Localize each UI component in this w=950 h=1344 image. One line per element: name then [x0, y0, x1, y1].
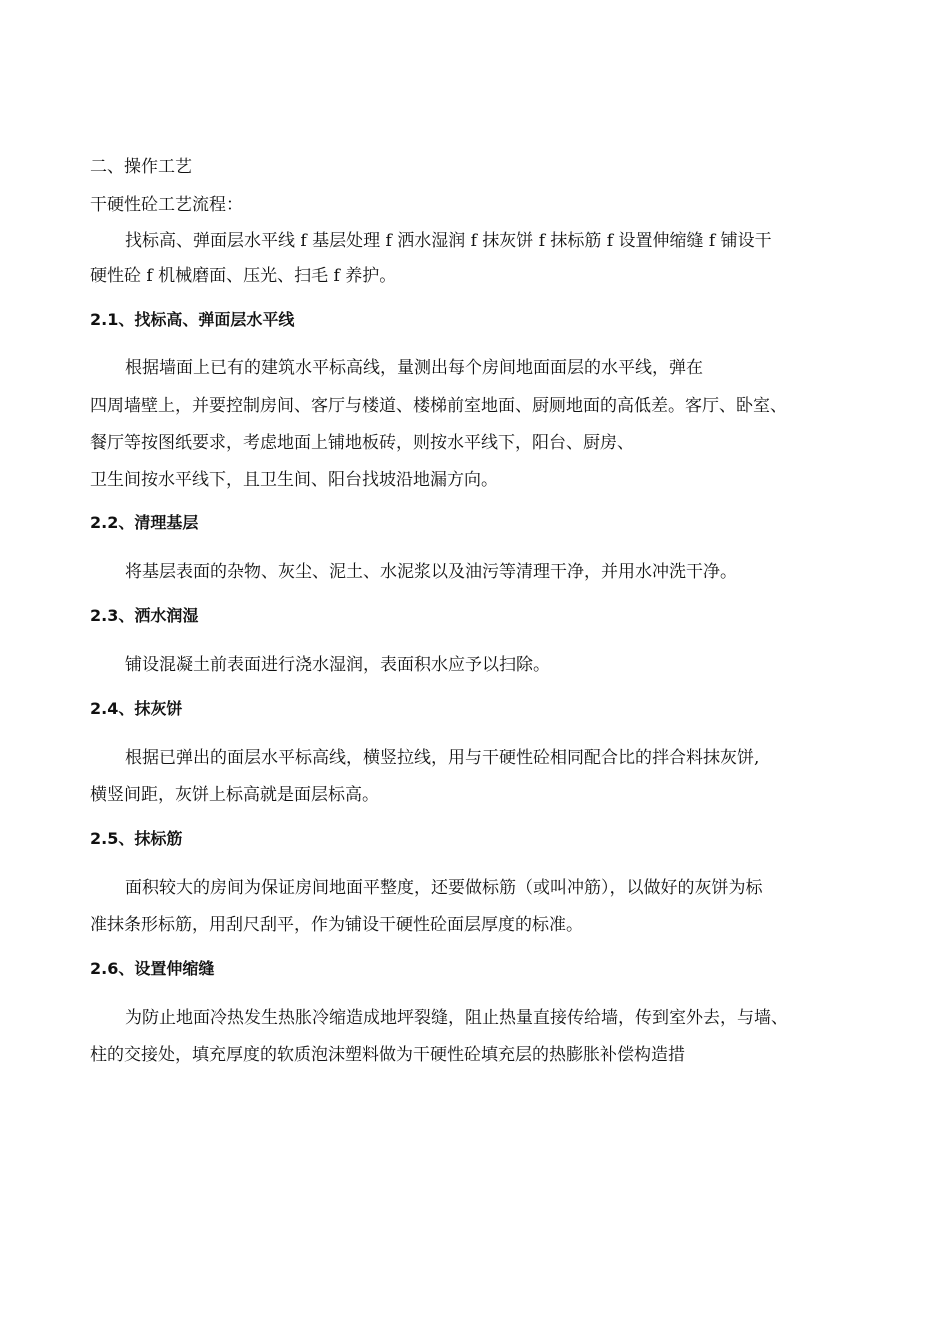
flow-line-1: 找标高、弹面层水平线 f 基层处理 f 洒水湿润 f 抹灰饼 f 抹标筋 f 设置伸缩缝 f 铺设干	[125, 231, 772, 251]
paragraph-2-2-line-1: 将基层表面的杂物、灰尘、泥土、水泥浆以及油污等清理干净，并用水冲洗干净。	[125, 562, 737, 582]
heading-2-2: 2.2、清理基层	[90, 513, 199, 532]
paragraph-2-4-line-1: 根据已弹出的面层水平标高线，横竖拉线，用与干硬性砼相同配合比的拌合料抹灰饼,	[125, 748, 760, 768]
paragraph-2-1-line-3: 餐厅等按图纸要求，考虑地面上铺地板砖，则按水平线下，阳台、厨房、	[90, 433, 634, 453]
heading-2-1: 2.1、找标高、弹面层水平线	[90, 310, 295, 329]
heading-2-6: 2.6、设置伸缩缝	[90, 959, 215, 978]
paragraph-2-1-line-1: 根据墙面上已有的建筑水平标高线，量测出每个房间地面面层的水平线，弹在	[125, 358, 703, 378]
flow-title: 干硬性砼工艺流程：	[90, 195, 243, 215]
paragraph-2-5-line-2: 准抹条形标筋，用刮尺刮平，作为铺设干硬性砼面层厚度的标准。	[90, 915, 583, 935]
paragraph-2-3-line-1: 铺设混凝土前表面进行浇水湿润，表面积水应予以扫除。	[125, 655, 550, 675]
paragraph-2-4-line-2: 横竖间距，灰饼上标高就是面层标高。	[90, 785, 379, 805]
paragraph-2-1-line-4: 卫生间按水平线下，且卫生间、阳台找坡沿地漏方向。	[90, 470, 498, 490]
flow-line-2: 硬性砼 f 机械磨面、压光、扫毛 f 养护。	[90, 266, 397, 286]
heading-2-3: 2.3、洒水润湿	[90, 606, 199, 625]
paragraph-2-1-line-2: 四周墙壁上，并要控制房间、客厅与楼道、楼梯前室地面、厨厕地面的高低差。客厅、卧室、	[90, 396, 787, 416]
heading-2-5: 2.5、抹标筋	[90, 829, 183, 848]
paragraph-2-5-line-1: 面积较大的房间为保证房间地面平整度，还要做标筋（或叫冲筋），以做好的灰饼为标	[125, 878, 763, 898]
section-title: 二、操作工艺	[90, 157, 192, 177]
paragraph-2-6-line-1: 为防止地面冷热发生热胀冷缩造成地坪裂缝，阻止热量直接传给墙，传到室外去，与墙、	[125, 1008, 788, 1028]
heading-2-4: 2.4、抹灰饼	[90, 699, 183, 718]
paragraph-2-6-line-2: 柱的交接处，填充厚度的软质泡沫塑料做为干硬性砼填充层的热膨胀补偿构造措	[90, 1045, 685, 1065]
